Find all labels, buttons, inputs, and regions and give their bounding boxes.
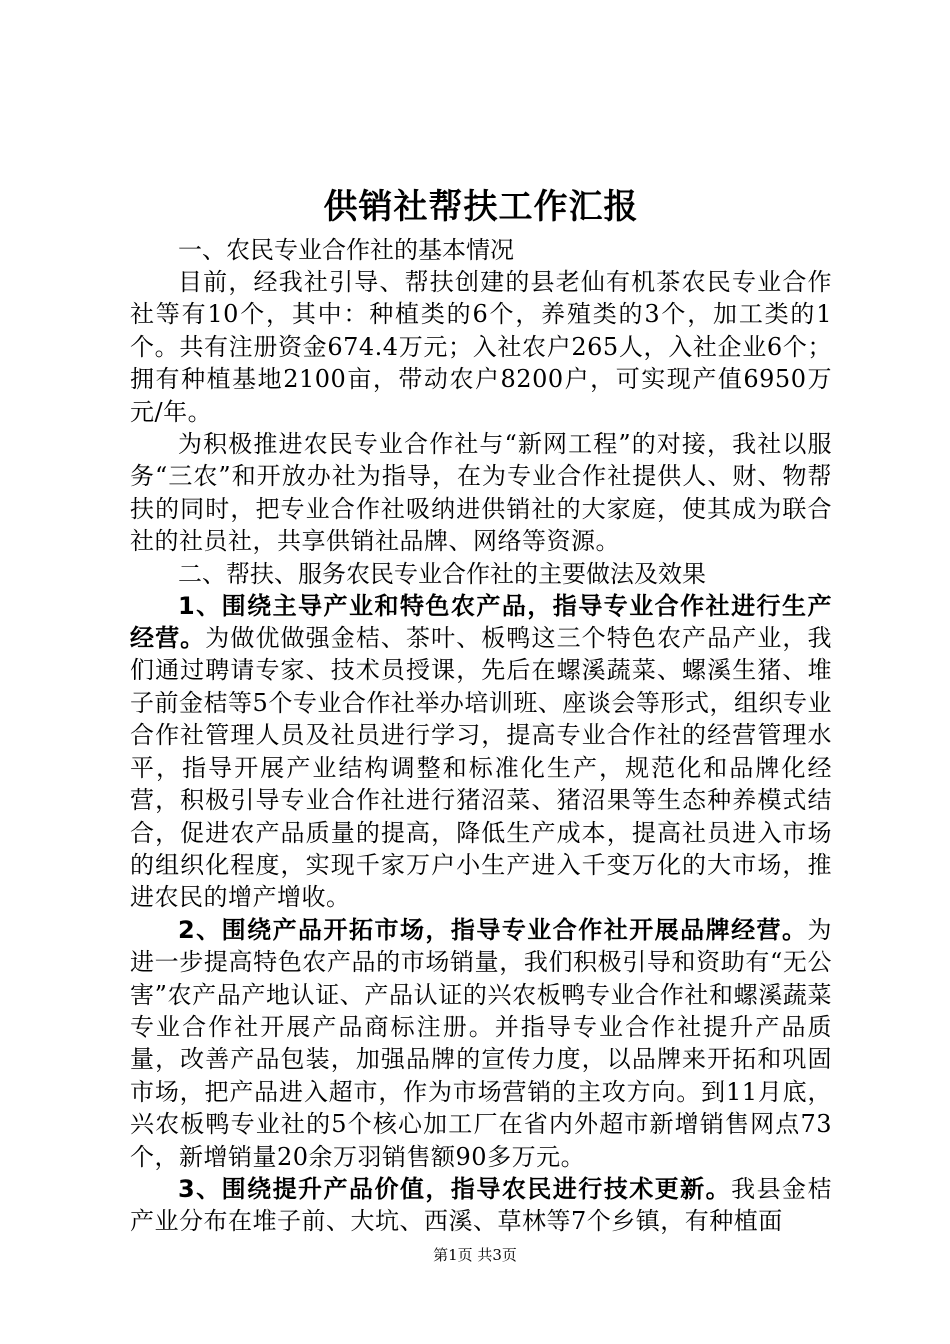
document-body	[130, 184, 832, 1238]
list-item-3	[130, 1173, 832, 1238]
list-item-2-body: 为进一步提高特色农产品的市场销量，我们积极引导和资助有“无公害”农产品产地认证、产品认证的兴农板鸭专业合作社和螺溪蔬菜专业合作社开展产品商标注册。并指导专业合作社提升产品质量，改善产品包装，加强品牌的宣传力度，以品牌来开拓和巩固市场，把产品进入超市，作为市场营销的主攻方向。到11月底，兴农板鸭专业社的5个核心加工厂在省内外超市新增销售网点73个，新增销量20余万羽销售额90多万元。	[130, 915, 832, 1171]
section-heading-2: 二、帮扶、服务农民专业合作社的主要做法及效果	[178, 559, 706, 588]
list-item-3-lead: 3、围绕提升产品价值，指导农民进行技术更新。	[178, 1174, 732, 1203]
list-item-3-body: 我县金桔产业分布在堆子前、大坑、西溪、草林等7个乡镇，有种植面	[130, 1174, 833, 1236]
list-item-1-lead: 1、围绕主导产业和特色农产品，指导专业合作社进行生产经营。	[130, 591, 832, 653]
page-footer: 第1页 共3页	[433, 1246, 517, 1264]
paragraph-basic-info: 目前，经我社引导、帮扶创建的县老仙有机茶农民专业合作社等有10个，其中：种植类的6个，养殖类的3个，加工类的1个。共有注册资金674.4万元；入社农户265人，入社企业6个；拥有种植基地2100亩，带动农户8200户，可实现产值6950万元/年。	[130, 268, 832, 426]
list-item-1	[130, 590, 832, 914]
list-item-2-lead: 2、围绕产品开拓市场，指导专业合作社开展品牌经营。	[178, 915, 808, 944]
section-heading-1: 一、农民专业合作社的基本情况	[178, 236, 514, 264]
paragraph-new-network: 为积极推进农民专业合作社与“新网工程”的对接，我社以服务“三农”和开放办社为指导，在为专业合作社提供人、财、物帮扶的同时，把专业合作社吸纳进供销社的大家庭，使其成为联合社的社员社，共享供销社品牌、网络等资源。	[130, 430, 832, 556]
document-title: 供销社帮扶工作汇报	[323, 187, 639, 227]
list-item-2	[130, 914, 832, 1173]
list-item-1-body: 为做优做强金桔、茶叶、板鸭这三个特色农产品产业，我们通过聘请专家、技术员授课，先后在螺溪蔬菜、螺溪生猪、堆子前金桔等5个专业合作社举办培训班、座谈会等形式，组织专业合作社管理人员及社员进行学习，提高专业合作社的经营管理水平，指导开展产业结构调整和标准化生产，规范化和品牌化经营，积极引导专业合作社进行猪沼菜、猪沼果等生态种养模式结合，促进农产品质量的提高，降低生产成本，提高社员进入市场的组织化程度，实现千家万户小生产进入千变万化的大市场，推进农民的增产增收。	[130, 624, 833, 912]
